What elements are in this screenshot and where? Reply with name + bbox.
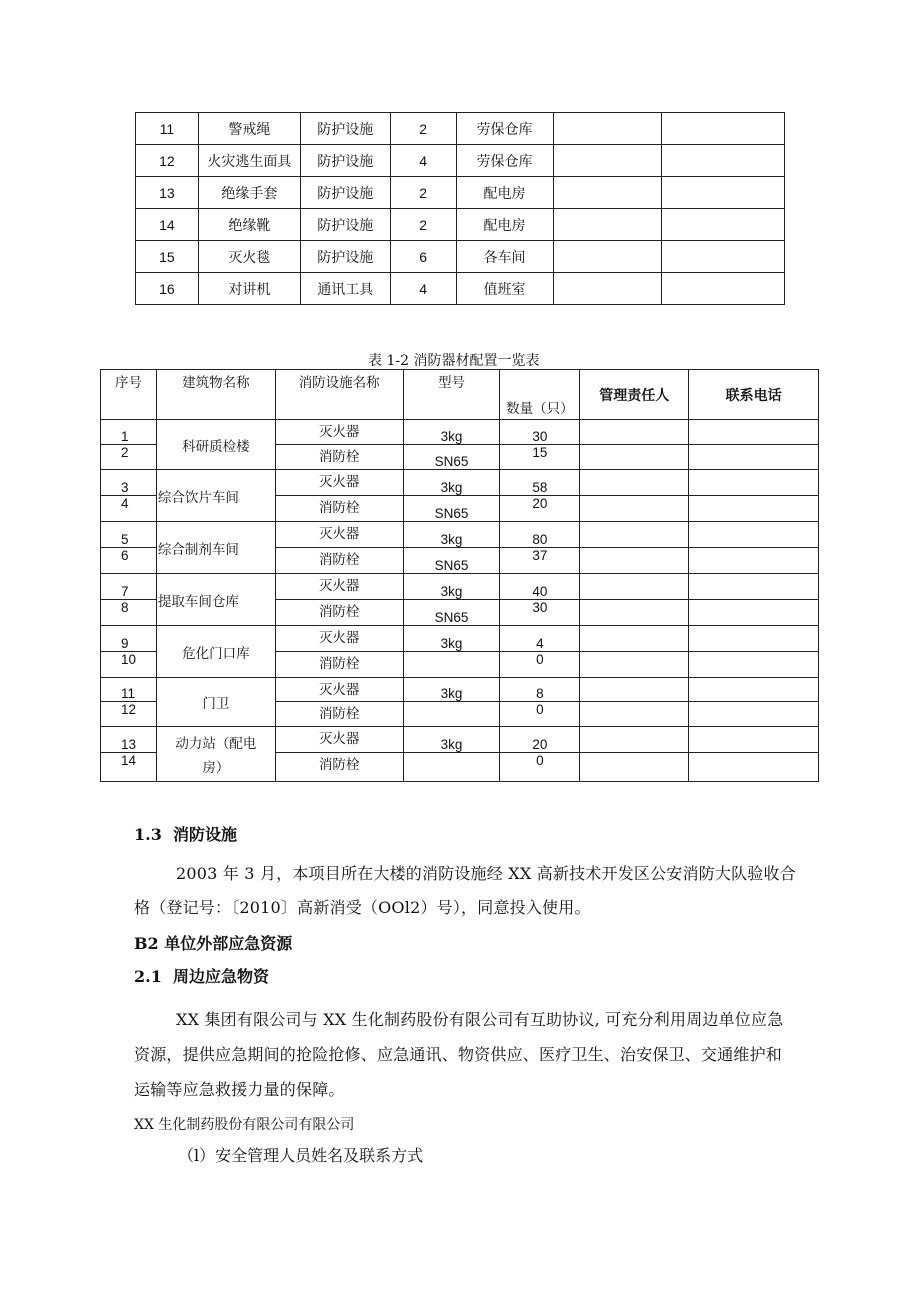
item-qty: 4 (390, 145, 456, 177)
row-no: 10 (101, 652, 157, 678)
table-row (101, 470, 819, 496)
item-type: 防护设施 (300, 241, 390, 273)
quantity: 80 (500, 522, 580, 548)
cell-empty (553, 177, 662, 209)
manager-cell (580, 522, 689, 548)
item-qty: 2 (390, 177, 456, 209)
table-row (136, 177, 785, 209)
item-qty: 6 (390, 241, 456, 273)
row-no: 9 (101, 626, 157, 652)
building-name: 科研质检楼 (156, 420, 275, 470)
quantity: 8 (500, 678, 580, 702)
quantity: 4 (500, 626, 580, 652)
table-row (136, 273, 785, 305)
phone-cell (689, 522, 819, 548)
item-location: 劳保仓库 (456, 113, 553, 145)
table-row (136, 241, 785, 273)
quantity: 40 (500, 574, 580, 600)
item-type: 防护设施 (300, 113, 390, 145)
header-model: 型号 (403, 370, 500, 420)
cell-empty (662, 209, 785, 241)
facility-name: 消防栓 (275, 702, 403, 727)
facility-name: 灭火器 (275, 626, 403, 652)
manager-cell (580, 548, 689, 574)
quantity: 58 (500, 470, 580, 496)
model: 3kg (403, 470, 500, 496)
cell-empty (553, 113, 662, 145)
phone-cell (689, 678, 819, 702)
manager-cell (580, 600, 689, 626)
model: 3kg (403, 420, 500, 445)
quantity: 0 (500, 652, 580, 678)
phone-cell (689, 420, 819, 445)
phone-cell (689, 652, 819, 678)
quantity: 0 (500, 753, 580, 782)
table-header-row (101, 370, 819, 420)
company-line: XX 生化制药股份有限公司有限公司 (134, 1117, 355, 1133)
row-no: 2 (101, 445, 157, 470)
model: 3kg (403, 574, 500, 600)
item-location: 配电房 (456, 209, 553, 241)
building-name: 综合饮片车间 (156, 470, 275, 522)
section-1-3-heading: 1.3 消防设施 (134, 825, 237, 844)
table-row (101, 522, 819, 548)
row-no: 12 (136, 145, 199, 177)
table-row (101, 574, 819, 600)
item-location: 劳保仓库 (456, 145, 553, 177)
section-1-3-paragraph (134, 857, 814, 925)
header-manager: 管理责任人 (580, 370, 689, 420)
quantity: 30 (500, 600, 580, 626)
facility-name: 灭火器 (275, 522, 403, 548)
table-row (101, 727, 819, 753)
manager-cell (580, 470, 689, 496)
paragraph-line: 运输等应急救援力量的保障。 (134, 1080, 345, 1099)
row-no: 1 (101, 420, 157, 445)
facility-name: 消防栓 (275, 548, 403, 574)
model: SN65 (403, 445, 500, 470)
cell-empty (553, 209, 662, 241)
facility-name: 消防栓 (275, 496, 403, 522)
phone-cell (689, 548, 819, 574)
manager-cell (580, 574, 689, 600)
building-name (156, 727, 275, 782)
phone-cell (689, 574, 819, 600)
model: SN65 (403, 548, 500, 574)
facility-name: 消防栓 (275, 445, 403, 470)
manager-cell (580, 727, 689, 753)
facility-name: 灭火器 (275, 470, 403, 496)
row-no: 16 (136, 273, 199, 305)
row-no: 13 (101, 727, 157, 753)
building-name: 危化门口库 (156, 626, 275, 678)
row-no: 6 (101, 548, 157, 574)
row-no: 5 (101, 522, 157, 548)
item-line: （l）安全管理人员姓名及联系方式 (178, 1146, 424, 1165)
row-no: 11 (101, 678, 157, 702)
header-building: 建筑物名称 (156, 370, 275, 420)
item-name: 火灾逃生面具 (198, 145, 300, 177)
quantity: 20 (500, 496, 580, 522)
table-row (101, 678, 819, 702)
item-location: 各车间 (456, 241, 553, 273)
item-qty: 2 (390, 113, 456, 145)
building-name-line: 动力站（配电 (175, 736, 257, 752)
manager-cell (580, 702, 689, 727)
cell-empty (662, 241, 785, 273)
row-no: 14 (101, 753, 157, 782)
manager-cell (580, 678, 689, 702)
phone-cell (689, 702, 819, 727)
quantity: 15 (500, 445, 580, 470)
header-facility: 消防设施名称 (275, 370, 403, 420)
model: 3kg (403, 522, 500, 548)
facility-name: 消防栓 (275, 652, 403, 678)
header-phone: 联系电话 (689, 370, 819, 420)
item-location: 配电房 (456, 177, 553, 209)
paragraph-line: 资源，提供应急期间的抢险抢修、应急通讯、物资供应、医疗卫生、治安保卫、交通维护和 (134, 1045, 783, 1064)
model: 3kg (403, 626, 500, 652)
item-name: 绝缘手套 (198, 177, 300, 209)
table-row (101, 420, 819, 445)
table-row (136, 209, 785, 241)
facility-name: 灭火器 (275, 420, 403, 445)
section-b2-heading: B2 单位外部应急资源 (134, 934, 293, 953)
header-qty: 数量（只） (500, 370, 580, 420)
item-type: 防护设施 (300, 177, 390, 209)
quantity: 37 (500, 548, 580, 574)
phone-cell (689, 626, 819, 652)
facility-name: 灭火器 (275, 678, 403, 702)
section-2-1-heading: 2.1 周边应急物资 (134, 967, 269, 986)
quantity: 30 (500, 420, 580, 445)
phone-cell (689, 470, 819, 496)
manager-cell (580, 652, 689, 678)
table-row (101, 626, 819, 652)
phone-cell (689, 445, 819, 470)
cell-empty (662, 113, 785, 145)
phone-cell (689, 496, 819, 522)
model: 3kg (403, 727, 500, 753)
row-no: 8 (101, 600, 157, 626)
item-type: 防护设施 (300, 145, 390, 177)
manager-cell (580, 420, 689, 445)
facility-name: 消防栓 (275, 753, 403, 782)
row-no: 12 (101, 702, 157, 727)
model (403, 753, 500, 782)
manager-cell (580, 753, 689, 782)
row-no: 11 (136, 113, 199, 145)
table-row (136, 145, 785, 177)
item-name: 警戒绳 (198, 113, 300, 145)
phone-cell (689, 727, 819, 753)
cell-empty (662, 177, 785, 209)
row-no: 15 (136, 241, 199, 273)
model: 3kg (403, 678, 500, 702)
facility-name: 灭火器 (275, 574, 403, 600)
facility-name: 灭火器 (275, 727, 403, 753)
model (403, 702, 500, 727)
row-no: 7 (101, 574, 157, 600)
phone-cell (689, 753, 819, 782)
row-no: 14 (136, 209, 199, 241)
quantity: 20 (500, 727, 580, 753)
item-name: 绝缘靴 (198, 209, 300, 241)
item-name: 对讲机 (198, 273, 300, 305)
building-name-line: 房） (202, 760, 230, 776)
quantity: 0 (500, 702, 580, 727)
item-qty: 4 (390, 273, 456, 305)
table-row (136, 113, 785, 145)
item-name: 灭火毯 (198, 241, 300, 273)
table-caption: 表 1-2 消防器材配置一览表 (368, 353, 540, 369)
row-no: 13 (136, 177, 199, 209)
facility-name: 消防栓 (275, 600, 403, 626)
equipment-table (135, 112, 785, 305)
paragraph-line: 格（登记号：〔2010〕高新消受（OOl2）号），同意投入使用。 (134, 898, 591, 917)
section-2-1-paragraph (134, 1002, 814, 1107)
manager-cell (580, 445, 689, 470)
model: SN65 (403, 600, 500, 626)
cell-empty (553, 145, 662, 177)
fire-equipment-table (100, 369, 819, 782)
item-location: 值班室 (456, 273, 553, 305)
item-qty: 2 (390, 209, 456, 241)
building-name: 提取车间仓库 (156, 574, 275, 626)
building-name: 门卫 (156, 678, 275, 727)
item-type: 通讯工具 (300, 273, 390, 305)
item-type: 防护设施 (300, 209, 390, 241)
row-no: 4 (101, 496, 157, 522)
phone-cell (689, 600, 819, 626)
paragraph-line: XX 集团有限公司与 XX 生化制药股份有限公司有互助协议, 可充分利用周边单位应急 (176, 1010, 784, 1029)
manager-cell (580, 626, 689, 652)
building-name: 综合制剂车间 (156, 522, 275, 574)
cell-empty (662, 145, 785, 177)
cell-empty (662, 273, 785, 305)
manager-cell (580, 496, 689, 522)
paragraph-line: 2003 年 3 月，本项目所在大楼的消防设施经 XX 高新技术开发区公安消防大队验收合 (176, 864, 796, 883)
row-no: 3 (101, 470, 157, 496)
header-no: 序号 (101, 370, 157, 420)
model: SN65 (403, 496, 500, 522)
model (403, 652, 500, 678)
cell-empty (553, 241, 662, 273)
cell-empty (553, 273, 662, 305)
